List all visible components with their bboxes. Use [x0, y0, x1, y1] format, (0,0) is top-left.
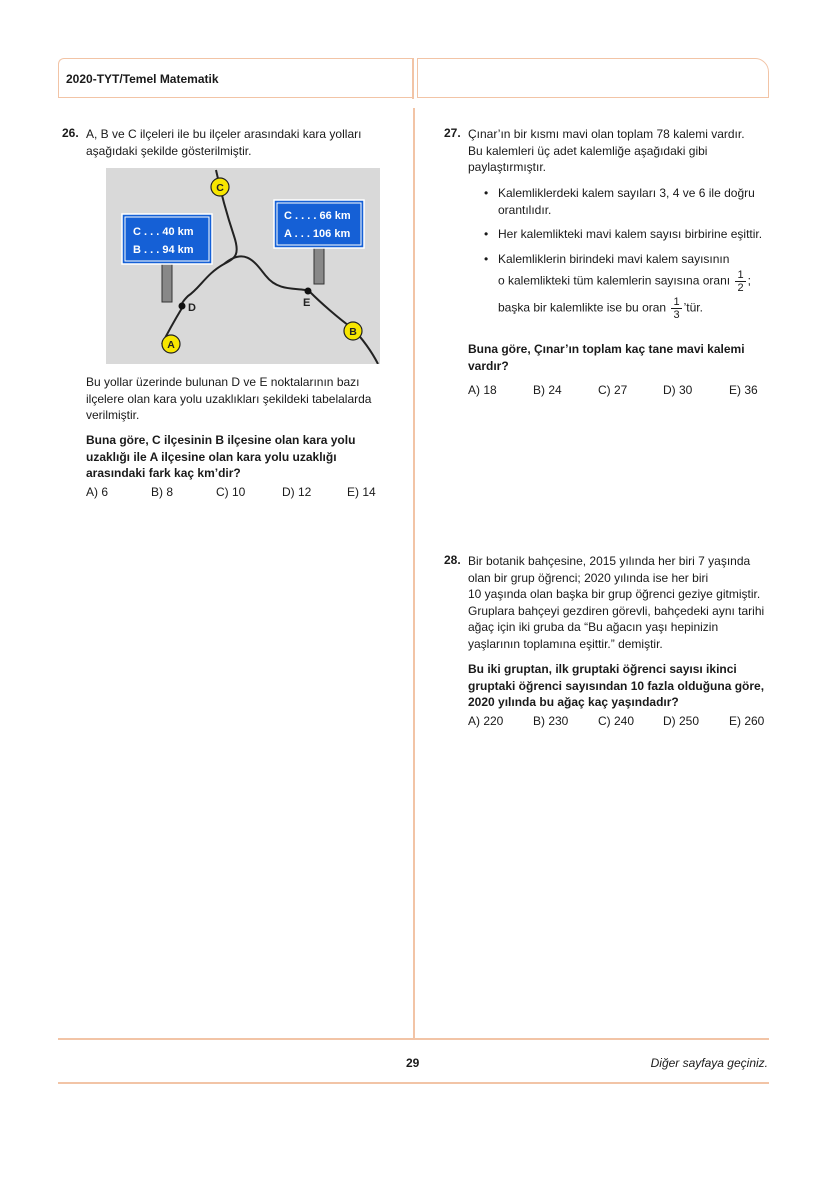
choice-c[interactable]: C) 10 — [216, 485, 246, 499]
fraction-one-half — [735, 269, 745, 294]
bullet-suffix: ’tür. — [683, 300, 703, 315]
bullet-text: o kalemlikteki tüm kalemlerin sayısına oranı — [498, 273, 731, 288]
q26-question-line: Buna göre, C ilçesinin B ilçesine olan kara yolu — [86, 433, 356, 447]
q26-body — [86, 374, 371, 424]
q28-question-line: 2020 yılında bu ağaç kaç yaşındadır? — [468, 695, 679, 709]
badge-a-label: A — [167, 339, 175, 351]
choice-a[interactable]: A) 18 — [468, 383, 497, 397]
q27-bullet-2 — [484, 226, 784, 243]
fraction-numerator: 1 — [673, 296, 680, 308]
q28-body-line: yaşlarının toplamına eşittir.” demiştir. — [468, 636, 663, 651]
choice-d[interactable]: D) 12 — [282, 485, 312, 499]
choice-d[interactable]: D) 250 — [663, 714, 700, 728]
next-page-note: Diğer sayfaya geçiniz. — [650, 1056, 768, 1070]
q26-body-line: ilçelere olan kara yolu uzaklıkları şekildeki tabelalarda — [86, 391, 372, 406]
bullet-line: • Kalemliklerdeki kalem sayıları 3, 4 ve 6 ile doğru — [498, 186, 755, 200]
header-title: 2020-TYT/Temel Matematik — [66, 72, 219, 86]
q28-body-line: Gruplara bahçeyi gezdiren görevli, bahçedeki aynı tarihi — [468, 603, 765, 618]
point-e — [305, 288, 312, 295]
choice-b[interactable]: B) 8 — [151, 485, 174, 499]
label-d: D — [188, 302, 196, 314]
q26-body-line: verilmiştir. — [86, 408, 140, 422]
q28-number: 28. — [444, 553, 461, 567]
q27-bullets — [484, 185, 784, 321]
choice-d[interactable]: D) 30 — [663, 383, 693, 397]
choice-e[interactable]: E) 14 — [347, 485, 376, 499]
q27-question — [468, 341, 745, 374]
bullet-text: başka bir kalemlikte ise bu oran — [498, 300, 667, 315]
q26-intro-line: A, B ve C ilçeleri ile bu ilçeler arasındaki kara yolları — [86, 127, 362, 141]
q27-intro-line: paylaştırmıştır. — [468, 160, 547, 174]
sign-left-line: B . . . 94 km — [133, 244, 194, 256]
q27-intro — [468, 126, 745, 176]
fraction-denominator: 3 — [673, 309, 680, 321]
choice-a[interactable]: A) 220 — [468, 714, 504, 728]
bullet-line: orantılıdır. — [498, 202, 552, 217]
q28-body-line: ağaç için iki gruba da “Bu ağacın yaşı hepinizin — [468, 620, 719, 634]
page-number: 29 — [406, 1056, 420, 1070]
q27-number: 27. — [444, 126, 461, 140]
sign-left — [122, 214, 212, 264]
q26-body-line: Bu yollar üzerinde bulunan D ve E noktalarının bazı — [86, 375, 360, 389]
choice-c[interactable]: C) 240 — [598, 714, 635, 728]
q27-bullet-1 — [484, 185, 784, 218]
q27-question-line: Buna göre, Çınar’ın toplam kaç tane mavi kalemi — [468, 342, 745, 356]
bullet-line: • Her kalemlikteki mavi kalem sayısı birbirine eşittir. — [498, 227, 763, 241]
sign-left-line: C . . . 40 km — [133, 226, 194, 238]
choice-b[interactable]: B) 230 — [533, 714, 569, 728]
q26-question-line: uzaklığı ile A ilçesine olan kara yolu uzaklığı — [86, 449, 337, 464]
footer-top-rule — [58, 1038, 769, 1040]
road-map-figure — [106, 168, 380, 364]
bullet-line-with-fraction — [498, 269, 784, 294]
choice-e[interactable]: E) 36 — [729, 383, 758, 397]
fraction-numerator: 1 — [737, 269, 744, 281]
q28-question-line: gruptaki öğrenci sayısından 10 fazla olduğuna göre, — [468, 678, 765, 693]
footer-bottom-rule — [58, 1082, 769, 1084]
q27-intro-line: Çınar’ın bir kısmı mavi olan toplam 78 kalemi vardır. — [468, 127, 745, 141]
badge-c-label: C — [216, 182, 224, 194]
q26-question — [86, 432, 355, 482]
q28-choices — [468, 714, 764, 728]
sign-right — [274, 200, 364, 248]
q26-question-line: arasındaki fark kaç km’dir? — [86, 466, 241, 480]
q27-intro-line: Bu kalemleri üç adet kalemliğe aşağıdaki gibi — [468, 143, 708, 158]
q26-choices — [86, 485, 376, 499]
choice-a[interactable]: A) 6 — [86, 485, 109, 499]
label-e: E — [303, 297, 311, 309]
point-d — [179, 303, 186, 310]
bullet-line: • Kalemliklerin birindeki mavi kalem sayısının — [498, 251, 730, 266]
q28-body-line: olan bir grup öğrenci; 2020 yılında ise her biri — [468, 570, 709, 585]
header-right-box — [417, 58, 769, 98]
sign-right-line: A . . . 106 km — [284, 228, 351, 240]
bullet-separator: ; — [747, 273, 751, 288]
q28-body — [468, 553, 764, 652]
sign-post-left — [162, 262, 172, 302]
choice-b[interactable]: B) 24 — [533, 383, 562, 397]
q26-intro-line: aşağıdaki şekilde gösterilmiştir. — [86, 143, 252, 158]
fraction-denominator: 2 — [737, 282, 744, 294]
q27-bullet-3 — [484, 251, 784, 322]
bullet-line-with-fraction — [498, 296, 784, 321]
q27-question-line: vardır? — [468, 358, 509, 373]
choice-e[interactable]: E) 260 — [729, 714, 765, 728]
q28-question — [468, 661, 764, 711]
q28-question-line: Bu iki gruptan, ilk gruptaki öğrenci sayısı ikinci — [468, 662, 737, 676]
q26-number: 26. — [62, 126, 79, 140]
fraction-one-third — [671, 296, 681, 321]
badge-b-label: B — [349, 326, 357, 338]
sign-right-line: C . . . . 66 km — [284, 210, 351, 222]
q26-intro — [86, 126, 361, 159]
sign-post-right — [314, 246, 324, 284]
q27-choices — [468, 383, 758, 397]
figure-background — [106, 168, 380, 364]
q28-body-line: 10 yaşında olan başka bir grup öğrenci geziye gitmiştir. — [468, 587, 761, 601]
choice-c[interactable]: C) 27 — [598, 383, 628, 397]
q28-body-line: Bir botanik bahçesine, 2015 yılında her biri 7 yaşında — [468, 554, 751, 568]
column-divider — [413, 108, 415, 1038]
